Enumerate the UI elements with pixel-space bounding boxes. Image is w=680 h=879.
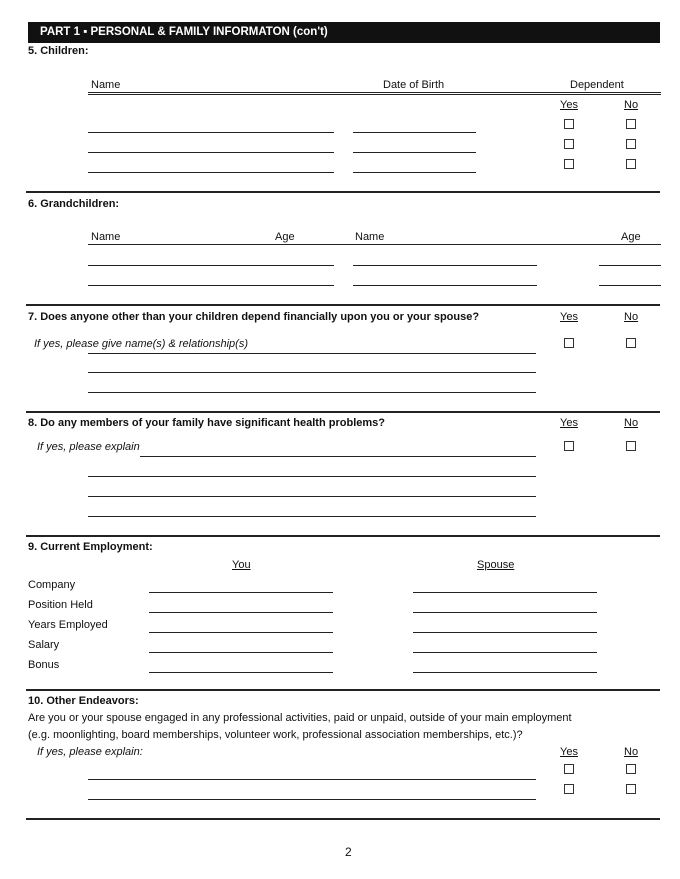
dependents-no-checkbox[interactable] — [626, 338, 636, 348]
child-3-no-checkbox[interactable] — [626, 159, 636, 169]
children-name-header: Name — [91, 79, 121, 91]
spouse-salary-field[interactable] — [413, 652, 597, 653]
child-2-yes-checkbox[interactable] — [564, 139, 574, 149]
dependents-line-3[interactable] — [88, 392, 536, 393]
endeavors-1-yes-checkbox[interactable] — [564, 764, 574, 774]
employment-row-salary: Salary — [28, 639, 60, 651]
employment-spouse-header: Spouse — [477, 559, 515, 571]
endeavors-yes-header: Yes — [560, 746, 578, 758]
you-years-field[interactable] — [149, 632, 333, 633]
endeavors-question-line-1: Are you or your spouse engaged in any professional activities, paid or unpaid, outside of your main employment — [28, 712, 572, 724]
children-header-rule — [88, 92, 661, 93]
section-7-title: 7. Does anyone other than your children depend financially upon you or your spouse? — [28, 311, 480, 323]
child-name-line-2[interactable] — [88, 152, 334, 153]
grandchild-name-line-2[interactable] — [88, 285, 334, 286]
section-5-title: 5. Children: — [28, 45, 89, 57]
endeavors-1-no-checkbox[interactable] — [626, 764, 636, 774]
page-number: 2 — [345, 845, 352, 859]
section-9-title: 9. Current Employment: — [28, 541, 153, 553]
section-divider — [26, 304, 660, 306]
children-dependent-header: Dependent — [570, 79, 624, 91]
grandchildren-name-header-2: Name — [355, 231, 385, 243]
section-6-title: 6. Grandchildren: — [28, 198, 120, 210]
endeavors-2-yes-checkbox[interactable] — [564, 784, 574, 794]
child-1-no-checkbox[interactable] — [626, 119, 636, 129]
endeavors-line-1[interactable] — [88, 779, 536, 780]
child-3-yes-checkbox[interactable] — [564, 159, 574, 169]
child-name-line-3[interactable] — [88, 172, 334, 173]
grandchild-name2-line-2[interactable] — [353, 285, 537, 286]
children-no-header: No — [624, 99, 639, 111]
employment-row-company: Company — [28, 579, 76, 591]
you-company-field[interactable] — [149, 592, 333, 593]
employment-row-years: Years Employed — [28, 619, 108, 631]
grandchildren-header-rule — [88, 244, 661, 245]
section-divider — [26, 689, 660, 691]
section-8-title: 8. Do any members of your family have significant health problems? — [28, 417, 385, 429]
you-position-field[interactable] — [149, 612, 333, 613]
dependents-yes-checkbox[interactable] — [564, 338, 574, 348]
grandchild-age2-line-1[interactable] — [599, 265, 661, 266]
endeavors-no-header: No — [624, 746, 639, 758]
health-line-2[interactable] — [88, 476, 536, 477]
you-bonus-field[interactable] — [149, 672, 333, 673]
dependents-yes-header: Yes — [560, 311, 578, 323]
health-line-4[interactable] — [88, 516, 536, 517]
child-dob-line-2[interactable] — [353, 152, 476, 153]
header-underline — [28, 42, 660, 43]
endeavors-prompt: If yes, please explain: — [37, 746, 143, 758]
health-no-checkbox[interactable] — [626, 441, 636, 451]
section-10-title: 10. Other Endeavors: — [28, 695, 139, 707]
you-salary-field[interactable] — [149, 652, 333, 653]
health-prompt: If yes, please explain — [37, 441, 140, 453]
child-name-line-1[interactable] — [88, 132, 334, 133]
section-divider — [26, 191, 660, 193]
spouse-years-field[interactable] — [413, 632, 597, 633]
child-2-no-checkbox[interactable] — [626, 139, 636, 149]
employment-you-header: You — [232, 559, 251, 571]
section-divider — [26, 411, 660, 413]
section-divider — [26, 818, 660, 820]
health-no-header: No — [624, 417, 639, 429]
endeavors-line-2[interactable] — [88, 799, 536, 800]
section-divider — [26, 535, 660, 537]
part-header-title: PART 1 ▪ PERSONAL & FAMILY INFORMATON (con't) — [40, 26, 328, 38]
child-1-yes-checkbox[interactable] — [564, 119, 574, 129]
grandchild-age2-line-2[interactable] — [599, 285, 661, 286]
spouse-company-field[interactable] — [413, 592, 597, 593]
child-dob-line-3[interactable] — [353, 172, 476, 173]
spouse-bonus-field[interactable] — [413, 672, 597, 673]
children-header-rule-2 — [88, 94, 661, 95]
dependents-prompt: If yes, please give name(s) & relationship(s) — [34, 338, 248, 350]
grandchild-name-line-1[interactable] — [88, 265, 334, 266]
employment-row-bonus: Bonus — [28, 659, 60, 671]
grandchildren-age-header-2: Age — [621, 231, 641, 243]
employment-row-position: Position Held — [28, 599, 93, 611]
children-yes-header: Yes — [560, 99, 578, 111]
dependents-line-1[interactable] — [88, 353, 536, 354]
child-dob-line-1[interactable] — [353, 132, 476, 133]
grandchildren-age-header: Age — [275, 231, 295, 243]
part-header-bar — [28, 22, 660, 42]
health-yes-header: Yes — [560, 417, 578, 429]
spouse-position-field[interactable] — [413, 612, 597, 613]
grandchildren-name-header: Name — [91, 231, 121, 243]
endeavors-question-line-2: (e.g. moonlighting, board memberships, volunteer work, professional association memberships, etc.)? — [28, 729, 523, 741]
dependents-no-header: No — [624, 311, 639, 323]
children-dob-header: Date of Birth — [383, 79, 445, 91]
health-line-1[interactable] — [140, 456, 536, 457]
health-line-3[interactable] — [88, 496, 536, 497]
endeavors-2-no-checkbox[interactable] — [626, 784, 636, 794]
grandchild-name2-line-1[interactable] — [353, 265, 537, 266]
health-yes-checkbox[interactable] — [564, 441, 574, 451]
dependents-line-2[interactable] — [88, 372, 536, 373]
